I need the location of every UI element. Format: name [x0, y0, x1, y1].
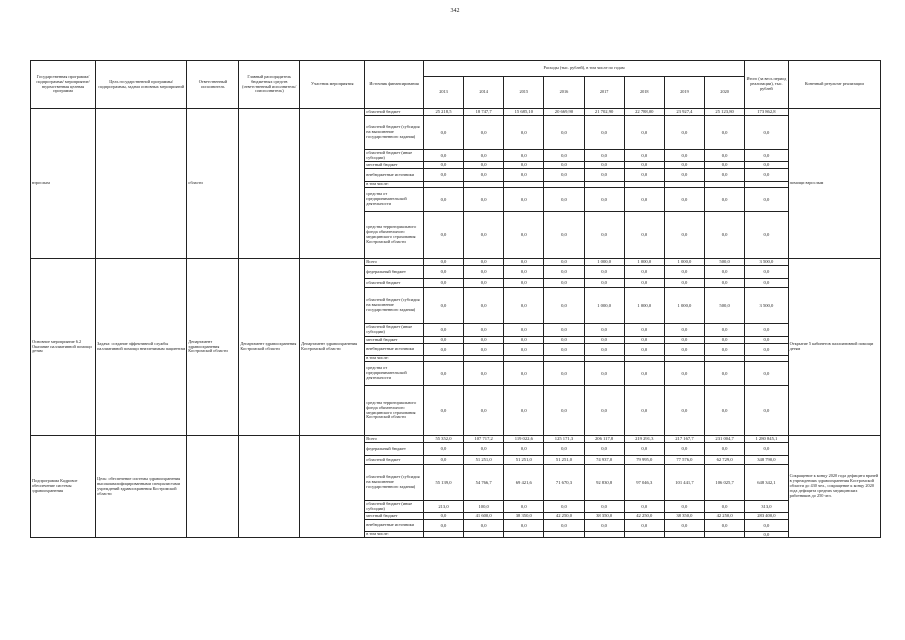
value-cell: 0,0: [504, 362, 544, 386]
source-cell: средства от предпринимательской деятельности: [365, 188, 424, 212]
value-cell: 0,0: [624, 337, 664, 344]
total-cell: 648 342,1: [745, 465, 788, 501]
total-cell: 0,0: [745, 520, 788, 532]
value-cell: 0,0: [705, 362, 745, 386]
value-cell: 0,0: [544, 169, 584, 182]
value-cell: 77 576,0: [664, 456, 704, 465]
value-cell: 206 117,8: [584, 436, 624, 443]
value-cell: 55 139,0: [423, 465, 463, 501]
source-cell: областной бюджет (иные субсидии): [365, 150, 424, 162]
value-cell: 0,0: [584, 443, 624, 456]
value-cell: 0,0: [624, 116, 664, 150]
value-cell: 106 025,7: [705, 465, 745, 501]
table-row: [31, 436, 881, 443]
value-cell: 51 251,0: [544, 456, 584, 465]
total-cell: 0,0: [745, 188, 788, 212]
value-cell: 0,0: [624, 188, 664, 212]
source-cell: областной бюджет (иные субсидии): [365, 324, 424, 337]
header-year: 2017: [584, 77, 624, 109]
value-cell: 0,0: [544, 116, 584, 150]
value-cell: 0,0: [584, 116, 624, 150]
header-year: 2018: [624, 77, 664, 109]
value-cell: 0,0: [504, 501, 544, 513]
participant-cell: [300, 436, 365, 538]
value-cell: 0,0: [705, 337, 745, 344]
value-cell: 107 717,2: [464, 436, 504, 443]
participant-cell: [300, 109, 365, 259]
value-cell: 217 167,7: [664, 436, 704, 443]
value-cell: 0,0: [464, 362, 504, 386]
value-cell: 213,0: [423, 501, 463, 513]
value-cell: 0,0: [464, 337, 504, 344]
value-cell: 0,0: [584, 212, 624, 259]
value-cell: 0,0: [423, 288, 463, 324]
value-cell: 0,0: [504, 520, 544, 532]
header-year: 2016: [544, 77, 584, 109]
value-cell: [705, 532, 745, 538]
value-cell: 0,0: [664, 324, 704, 337]
value-cell: 0,0: [464, 266, 504, 279]
value-cell: 42 250,0: [624, 513, 664, 520]
source-cell: областной бюджет (субсидия на выполнение государственного задания): [365, 116, 424, 150]
result-cell: Открытие 5 кабинетов паллиативной помощи детям: [788, 259, 880, 436]
value-cell: 0,0: [544, 344, 584, 356]
value-cell: 0,0: [584, 337, 624, 344]
value-cell: 0,0: [664, 520, 704, 532]
total-cell: 0,0: [745, 212, 788, 259]
program-cell: взрослым: [31, 109, 96, 259]
value-cell: 0,0: [504, 344, 544, 356]
value-cell: 79 995,0: [624, 456, 664, 465]
value-cell: 0,0: [584, 150, 624, 162]
source-cell: в том числе:: [365, 356, 424, 362]
value-cell: 0,0: [705, 520, 745, 532]
value-cell: 0,0: [584, 520, 624, 532]
header-year: 2020: [705, 77, 745, 109]
value-cell: 0,0: [423, 513, 463, 520]
value-cell: 0,0: [705, 212, 745, 259]
main-manager-cell: Департамент здравоохранения Костромской области: [239, 259, 300, 436]
value-cell: 500,0: [705, 288, 745, 324]
total-cell: 173 862,8: [745, 109, 788, 116]
value-cell: 62 729,0: [705, 456, 745, 465]
value-cell: 0,0: [464, 324, 504, 337]
value-cell: 0,0: [705, 116, 745, 150]
value-cell: [544, 532, 584, 538]
value-cell: 0,0: [423, 344, 463, 356]
header-source: Источник финансирования: [365, 61, 424, 109]
value-cell: 0,0: [504, 279, 544, 288]
value-cell: 21 702,90: [584, 109, 624, 116]
value-cell: 219 291,3: [624, 436, 664, 443]
value-cell: 0,0: [544, 288, 584, 324]
value-cell: 1 000,0: [624, 259, 664, 266]
value-cell: 1 000,0: [624, 288, 664, 324]
value-cell: 18 747,7: [464, 109, 504, 116]
value-cell: 0,0: [464, 520, 504, 532]
header-responsible: Ответственный исполнитель: [187, 61, 239, 109]
total-cell: 0,0: [745, 362, 788, 386]
value-cell: 0,0: [705, 501, 745, 513]
value-cell: 0,0: [423, 150, 463, 162]
source-cell: областной бюджет: [365, 279, 424, 288]
total-cell: 1 280 845,1: [745, 436, 788, 443]
value-cell: 0,0: [705, 188, 745, 212]
value-cell: 0,0: [504, 150, 544, 162]
value-cell: 0,0: [504, 259, 544, 266]
value-cell: 0,0: [624, 169, 664, 182]
budget-table: [30, 60, 881, 538]
value-cell: 38 350,0: [584, 513, 624, 520]
value-cell: 0,0: [705, 344, 745, 356]
value-cell: 0,0: [464, 279, 504, 288]
value-cell: [464, 532, 504, 538]
value-cell: 0,0: [664, 116, 704, 150]
value-cell: 0,0: [464, 259, 504, 266]
value-cell: 0,0: [504, 288, 544, 324]
value-cell: 0,0: [504, 324, 544, 337]
value-cell: 0,0: [664, 169, 704, 182]
total-cell: 0,0: [745, 116, 788, 150]
value-cell: 0,0: [423, 337, 463, 344]
value-cell: 42 250,0: [544, 513, 584, 520]
source-cell: средства территориального фонда обязательного медицинского страхования Костромской области: [365, 212, 424, 259]
value-cell: 0,0: [423, 443, 463, 456]
responsible-cell: Департамент здравоохранения Костромской области: [187, 259, 239, 436]
value-cell: 0,0: [584, 501, 624, 513]
total-cell: 0,0: [745, 386, 788, 436]
header-year: 2019: [664, 77, 704, 109]
value-cell: 0,0: [624, 266, 664, 279]
value-cell: 0,0: [544, 259, 584, 266]
value-cell: 0,0: [464, 386, 504, 436]
value-cell: 0,0: [705, 150, 745, 162]
value-cell: 231 004,7: [705, 436, 745, 443]
source-cell: областной бюджет (субсидия на выполнение государственного задания): [365, 288, 424, 324]
value-cell: 0,0: [624, 150, 664, 162]
value-cell: [423, 532, 463, 538]
value-cell: 0,0: [624, 362, 664, 386]
value-cell: 0,0: [544, 520, 584, 532]
source-cell: в том числе:: [365, 182, 424, 188]
value-cell: 41 600,0: [464, 513, 504, 520]
program-cell: Основное мероприятие 6.2 Оказание паллиативной помощи детям: [31, 259, 96, 436]
source-cell: средства территориального фонда обязательного медицинского страхования Костромской области: [365, 386, 424, 436]
value-cell: 0,0: [705, 162, 745, 169]
value-cell: 0,0: [624, 279, 664, 288]
value-cell: 0,0: [423, 259, 463, 266]
source-cell: внебюджетные источники: [365, 344, 424, 356]
value-cell: 0,0: [423, 188, 463, 212]
value-cell: 42 250,0: [705, 513, 745, 520]
source-cell: внебюджетные источники: [365, 520, 424, 532]
value-cell: 0,0: [705, 386, 745, 436]
value-cell: 0,0: [664, 212, 704, 259]
value-cell: 0,0: [624, 443, 664, 456]
value-cell: 25 123,80: [705, 109, 745, 116]
value-cell: 0,0: [664, 162, 704, 169]
value-cell: 0,0: [464, 162, 504, 169]
header-year: 2013: [423, 77, 463, 109]
value-cell: 0,0: [705, 266, 745, 279]
value-cell: 1 000,0: [584, 288, 624, 324]
value-cell: [664, 532, 704, 538]
value-cell: 0,0: [664, 337, 704, 344]
responsible-cell: [187, 436, 239, 538]
total-cell: 0,0: [745, 443, 788, 456]
main-manager-cell: [239, 109, 300, 259]
source-cell: областной бюджет: [365, 109, 424, 116]
value-cell: 0,0: [664, 362, 704, 386]
source-cell: федеральный бюджет: [365, 266, 424, 279]
total-cell: 3 500,0: [745, 259, 788, 266]
total-cell: 348 790,0: [745, 456, 788, 465]
value-cell: 0,0: [664, 279, 704, 288]
value-cell: 38 350,0: [664, 513, 704, 520]
value-cell: 0,0: [544, 324, 584, 337]
value-cell: 0,0: [705, 443, 745, 456]
goal-cell: Задача: создание эффективной службы паллиативной помощи неизлечимым пациентам: [96, 259, 187, 436]
value-cell: 0,0: [423, 386, 463, 436]
value-cell: 0,0: [584, 344, 624, 356]
value-cell: 0,0: [544, 501, 584, 513]
value-cell: 0,0: [504, 212, 544, 259]
value-cell: 0,0: [544, 362, 584, 386]
value-cell: 20 669,90: [544, 109, 584, 116]
value-cell: 0,0: [544, 150, 584, 162]
value-cell: 0,0: [624, 212, 664, 259]
value-cell: 0,0: [504, 116, 544, 150]
value-cell: 0,0: [464, 169, 504, 182]
value-cell: 0,0: [584, 362, 624, 386]
header-goal: Цель государственной программы/подпрограммы, задачи основных мероприятий: [96, 61, 187, 109]
value-cell: 0,0: [584, 386, 624, 436]
value-cell: [504, 532, 544, 538]
value-cell: 0,0: [504, 337, 544, 344]
value-cell: 125 171,3: [544, 436, 584, 443]
value-cell: 74 937,0: [584, 456, 624, 465]
value-cell: 0,0: [544, 386, 584, 436]
value-cell: 23 927,4: [664, 109, 704, 116]
header-result: Конечный результат реализации: [788, 61, 880, 109]
value-cell: 0,0: [423, 279, 463, 288]
value-cell: 0,0: [423, 266, 463, 279]
total-cell: 283 400,0: [745, 513, 788, 520]
value-cell: 0,0: [544, 266, 584, 279]
value-cell: 0,0: [624, 386, 664, 436]
value-cell: 92 830,8: [584, 465, 624, 501]
value-cell: 0,0: [464, 212, 504, 259]
source-cell: федеральный бюджет: [365, 443, 424, 456]
value-cell: 0,0: [664, 150, 704, 162]
value-cell: 1 000,0: [664, 288, 704, 324]
result-cell: помощи взрослым: [788, 109, 880, 259]
value-cell: 0,0: [544, 162, 584, 169]
value-cell: 0,0: [584, 266, 624, 279]
source-cell: Всего: [365, 259, 424, 266]
header-main-manager: Главный распорядитель бюджетных средств (ответственный исполнитель/ соисполнитель): [239, 61, 300, 109]
value-cell: 0,0: [464, 344, 504, 356]
goal-cell: [96, 109, 187, 259]
value-cell: 0,0: [705, 279, 745, 288]
value-cell: 15 685,10: [504, 109, 544, 116]
main-manager-cell: [239, 436, 300, 538]
value-cell: 0,0: [705, 169, 745, 182]
value-cell: 0,0: [423, 212, 463, 259]
value-cell: 1 000,0: [664, 259, 704, 266]
total-cell: 0,0: [745, 162, 788, 169]
value-cell: 0,0: [464, 443, 504, 456]
value-cell: 0,0: [584, 162, 624, 169]
value-cell: 0,0: [664, 344, 704, 356]
total-cell: 0,0: [745, 532, 788, 538]
value-cell: 500,0: [705, 259, 745, 266]
value-cell: 0,0: [544, 443, 584, 456]
header-participant: Участник мероприятия: [300, 61, 365, 109]
source-cell: в том числе:: [365, 532, 424, 538]
total-cell: 0,0: [745, 150, 788, 162]
value-cell: 0,0: [544, 279, 584, 288]
value-cell: 69 421,6: [504, 465, 544, 501]
value-cell: 54 766,7: [464, 465, 504, 501]
value-cell: 0,0: [664, 386, 704, 436]
participant-cell: Департамент здравоохранения Костромской области: [300, 259, 365, 436]
header-year: 2015: [504, 77, 544, 109]
value-cell: 0,0: [624, 501, 664, 513]
source-cell: местный бюджет: [365, 162, 424, 169]
value-cell: 51 251,0: [464, 456, 504, 465]
value-cell: 0,0: [664, 443, 704, 456]
table-row: [31, 259, 881, 266]
value-cell: 0,0: [423, 169, 463, 182]
value-cell: 0,0: [664, 188, 704, 212]
value-cell: 0,0: [464, 116, 504, 150]
source-cell: местный бюджет: [365, 337, 424, 344]
total-cell: 0,0: [745, 344, 788, 356]
value-cell: 0,0: [464, 288, 504, 324]
header-program: Государственная программа/подпрограмма/ мероприятие/ ведомственная целевая программа: [31, 61, 96, 109]
value-cell: 0,0: [504, 162, 544, 169]
total-cell: 0,0: [745, 337, 788, 344]
value-cell: [624, 532, 664, 538]
value-cell: 0,0: [705, 324, 745, 337]
value-cell: 0,0: [423, 456, 463, 465]
page-number: 342: [450, 8, 460, 14]
value-cell: 51 251,0: [504, 456, 544, 465]
header-year: 2014: [464, 77, 504, 109]
value-cell: 97 046,3: [624, 465, 664, 501]
value-cell: 0,0: [544, 188, 584, 212]
value-cell: 101 441,7: [664, 465, 704, 501]
value-cell: 1 000,0: [584, 259, 624, 266]
value-cell: 0,0: [504, 443, 544, 456]
header-expenses: Расходы (тыс. рублей), в том числе по годам: [423, 61, 744, 77]
value-cell: 0,0: [664, 501, 704, 513]
value-cell: 0,0: [423, 520, 463, 532]
value-cell: 0,0: [464, 188, 504, 212]
value-cell: 0,0: [584, 324, 624, 337]
value-cell: 0,0: [624, 162, 664, 169]
total-cell: 3 500,0: [745, 288, 788, 324]
value-cell: 0,0: [544, 337, 584, 344]
value-cell: 38 350,0: [504, 513, 544, 520]
value-cell: 0,0: [504, 386, 544, 436]
total-cell: 0,0: [745, 266, 788, 279]
source-cell: областной бюджет: [365, 456, 424, 465]
responsible-cell: области: [187, 109, 239, 259]
source-cell: областной бюджет (иные субсидии): [365, 501, 424, 513]
value-cell: 0,0: [584, 169, 624, 182]
value-cell: 0,0: [504, 169, 544, 182]
value-cell: 0,0: [544, 212, 584, 259]
value-cell: 0,0: [423, 362, 463, 386]
value-cell: 55 352,0: [423, 436, 463, 443]
value-cell: 0,0: [423, 324, 463, 337]
goal-cell: Цель: обеспечение системы здравоохранения высококвалифицированными специалистами учреждений здравоохранения Костромской области: [96, 436, 187, 538]
source-cell: внебюджетные источники: [365, 169, 424, 182]
result-cell: Сокращение к концу 2020 года дефицита врачей в учреждениях здравоохранения Костромской области до 430 чел., сокращение к концу 2020 года дефицита средних медицинских работников до 250 чел.: [788, 436, 880, 538]
value-cell: 0,0: [423, 116, 463, 150]
value-cell: 0,0: [624, 344, 664, 356]
value-cell: 0,0: [504, 188, 544, 212]
value-cell: 0,0: [464, 150, 504, 162]
total-cell: 0,0: [745, 279, 788, 288]
value-cell: [584, 532, 624, 538]
source-cell: средства от предпринимательской деятельности: [365, 362, 424, 386]
value-cell: 0,0: [624, 324, 664, 337]
total-cell: 313,0: [745, 501, 788, 513]
source-cell: местный бюджет: [365, 513, 424, 520]
header-total: Итого (за весь период реализации), тыс. рублей: [745, 61, 788, 109]
value-cell: 0,0: [584, 188, 624, 212]
value-cell: 25 218,5: [423, 109, 463, 116]
value-cell: 0,0: [584, 279, 624, 288]
table-row: [31, 109, 881, 116]
total-cell: 0,0: [745, 324, 788, 337]
total-cell: 0,0: [745, 169, 788, 182]
value-cell: 71 670,3: [544, 465, 584, 501]
value-cell: 0,0: [423, 162, 463, 169]
value-cell: 119 022,6: [504, 436, 544, 443]
value-cell: 0,0: [504, 266, 544, 279]
value-cell: 22 788,00: [624, 109, 664, 116]
source-cell: Всего: [365, 436, 424, 443]
program-cell: Подпрограмма Кадровое обеспечение системы здравоохранения: [31, 436, 96, 538]
value-cell: 0,0: [624, 520, 664, 532]
source-cell: областной бюджет (субсидия на выполнение государственного задания): [365, 465, 424, 501]
value-cell: 0,0: [664, 266, 704, 279]
value-cell: 100,0: [464, 501, 504, 513]
